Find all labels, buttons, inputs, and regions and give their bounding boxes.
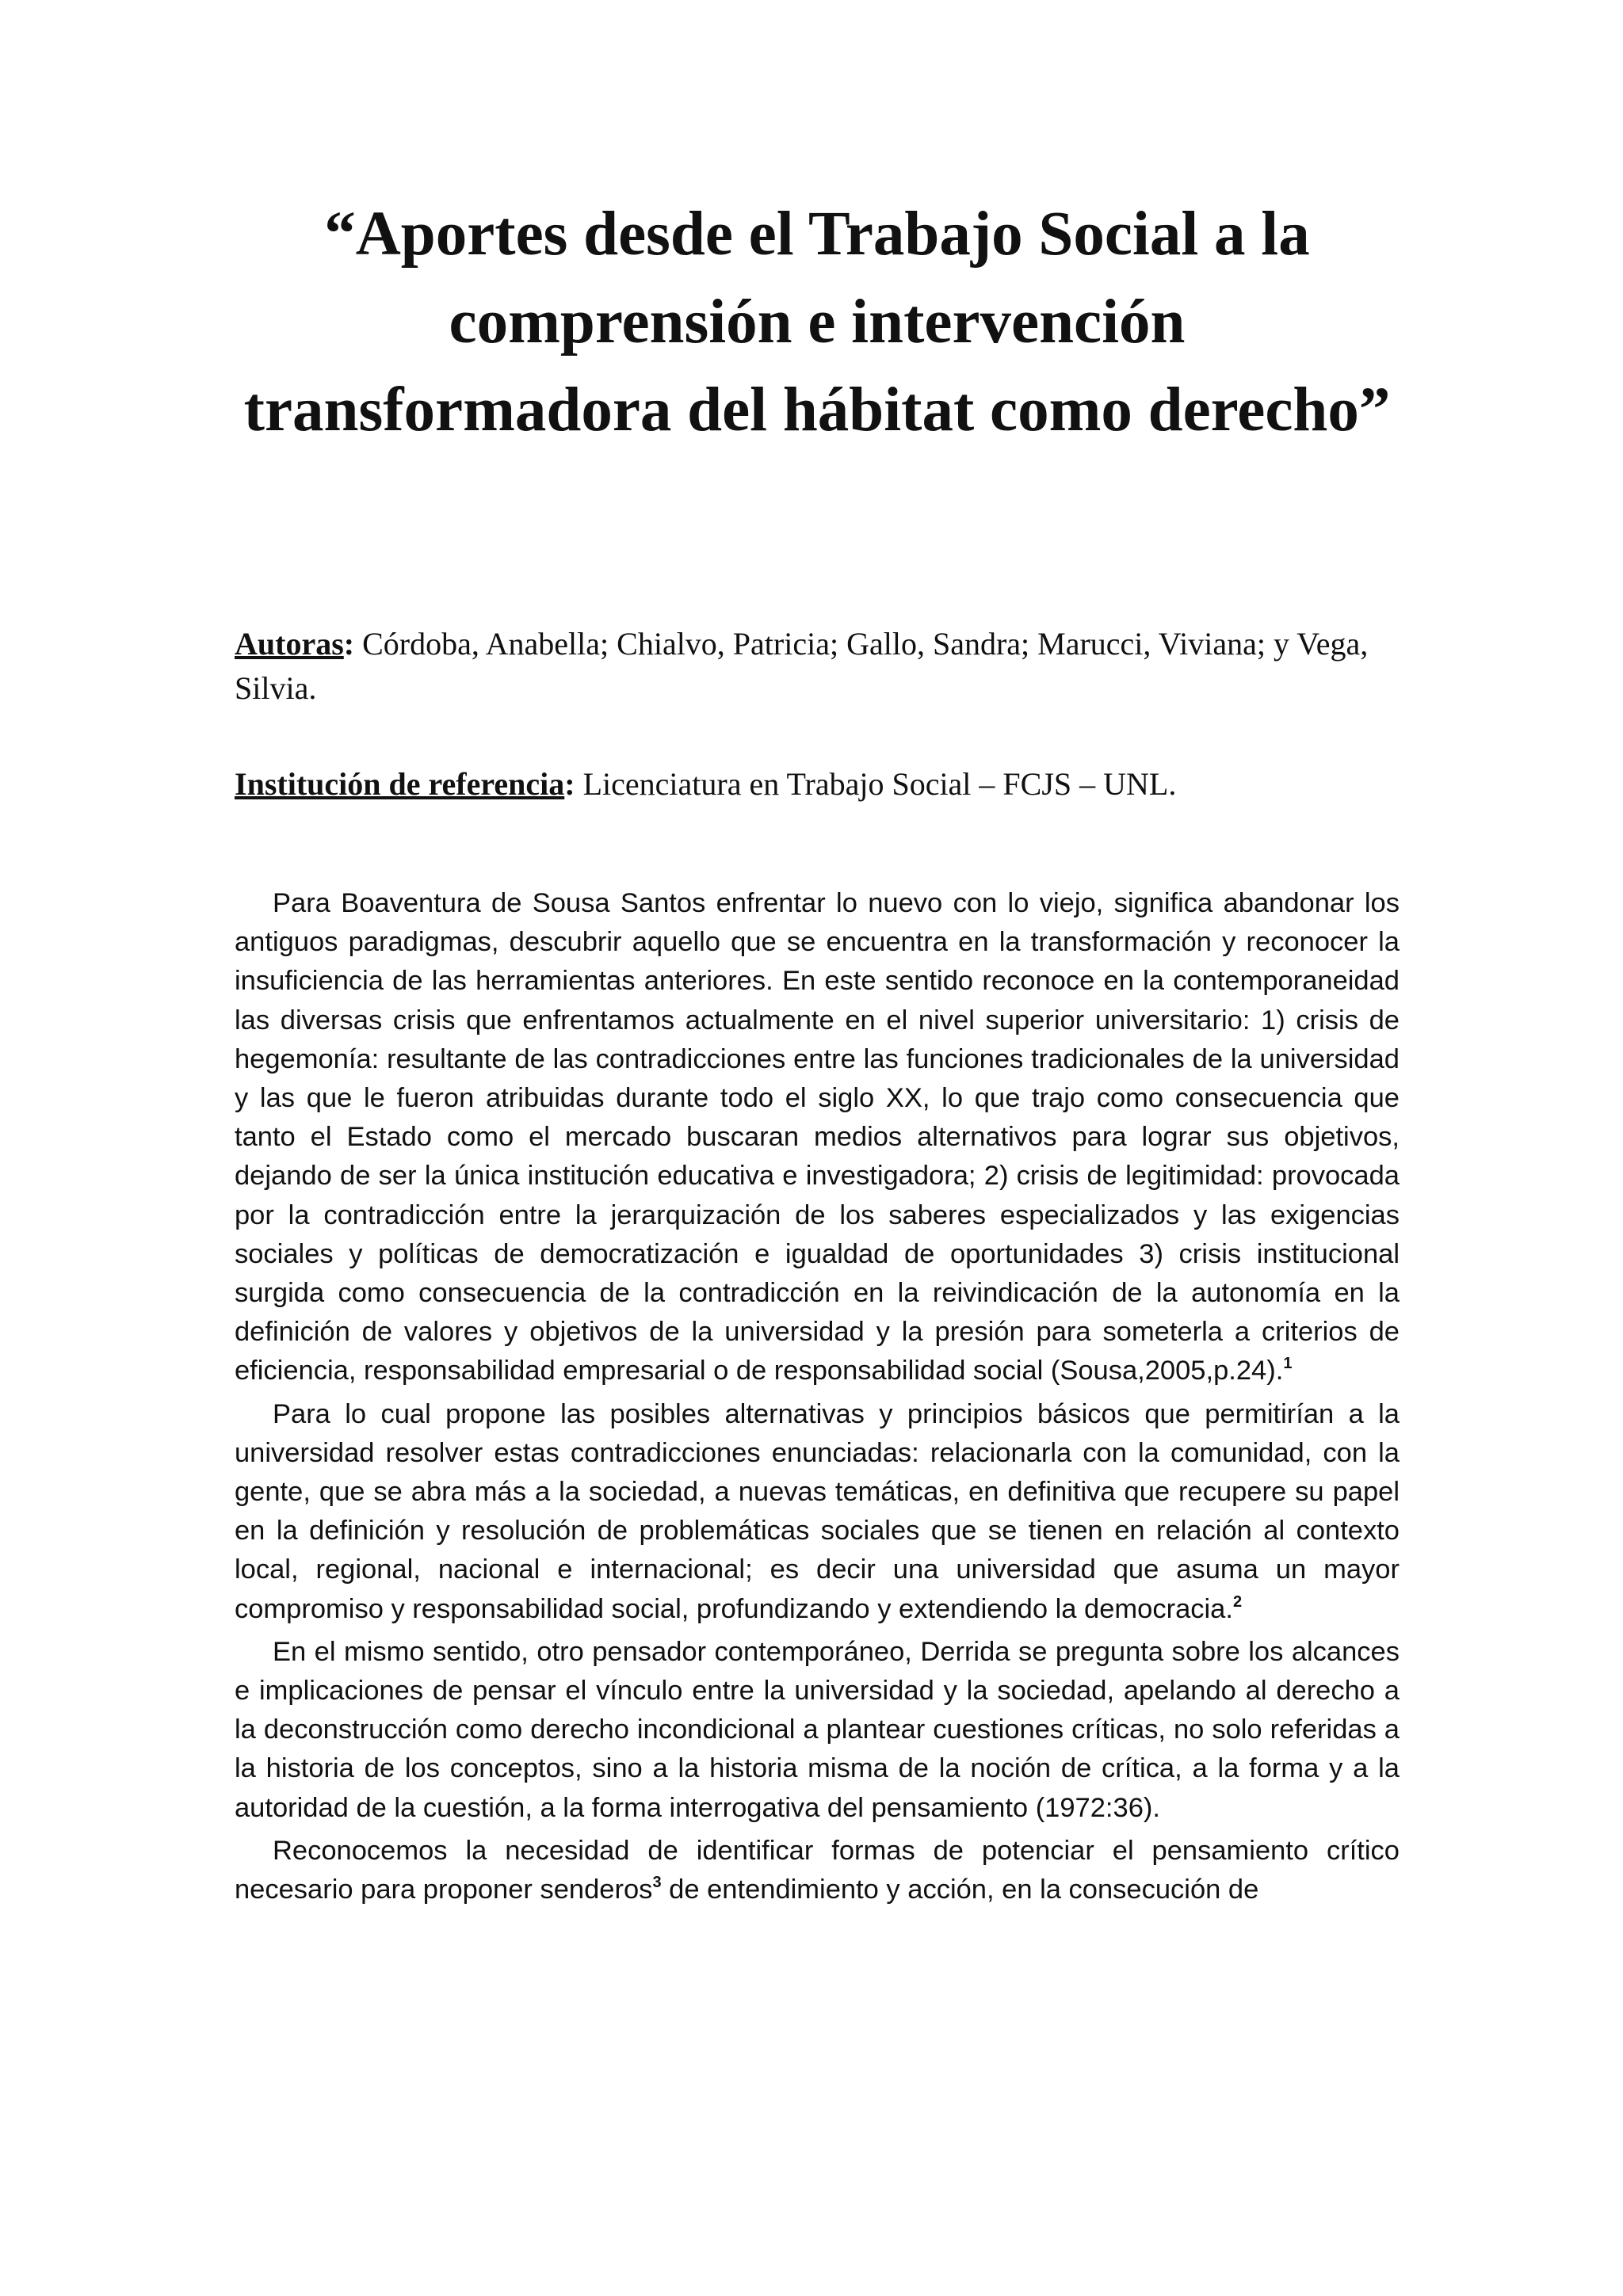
paragraph-text: Para Boaventura de Sousa Santos enfrentar lo nuevo con lo viejo, significa abandonar los antiguos paradigmas, descubrir aquello que se encuentra en la transformación y reconocer la insuficiencia de las herramientas anteriores. En este sentido reconoce en la contemporaneidad las diversas crisis que enfrentamos actualmente en el nivel superior universitario: 1) crisis de hegemonía: resultante de las contradicciones entre las funciones tradicionales de la universidad y las que le fueron atribuidas durante todo el siglo XX, lo que trajo como consecuencia que tanto el Estado como el mercado buscaran medios alternativos para lograr sus objetivos, dejando de ser la única institución educativa e investigadora; 2) crisis de legitimidad: provocada por la contradicción entre la jerarquización de los saberes especializados y las exigencias sociales y políticas de democratización e igualdad de oportunidades 3) crisis institucional surgida como consecuencia de la contradicción en la reivindicación de la autonomía en la definición de valores y objetivos de la universidad y la presión para someterla a criterios de eficiencia, responsabilidad empresarial o de responsabilidad social (Sousa,2005,p.24). bbox=[235, 888, 1400, 1386]
footnote-marker-3[interactable]: 3 bbox=[652, 1874, 662, 1892]
paragraph-text-continued: de entendimiento y acción, en la consecución de bbox=[661, 1875, 1259, 1905]
institution-label: Institución de referencia bbox=[235, 766, 565, 802]
document-title: “Aportes desde el Trabajo Social a la comprensión e intervención transformadora del hábitat como derecho” bbox=[243, 200, 1391, 444]
body-text bbox=[235, 884, 1400, 1909]
paragraph-text: Para lo cual propone las posibles alternativas y principios básicos que permitirían a la universidad resolver estas contradicciones enunciadas: relacionarla con la comunidad, con la gente, que se abra más a la sociedad, a nuevas temáticas, en definitiva que recupere su papel en la definición y resolución de problemáticas sociales que se tienen en relación al contexto local, regional, nacional e internacional; es decir una universidad que asuma un mayor compromiso y responsabilidad social, profundizando y extendiendo la democracia. bbox=[235, 1398, 1400, 1624]
footnote-marker-2[interactable]: 2 bbox=[1232, 1592, 1243, 1611]
paragraph-text: En el mismo sentido, otro pensador contemporáneo, Derrida se pregunta sobre los alcances e implicaciones de pensar el vínculo entre la universidad y la sociedad, apelando al derecho a la deconstrucción como derecho incondicional a plantear cuestiones críticas, no solo referidas a la historia de los conceptos, sino a la historia misma de la noción de crítica, a la forma y a la autoridad de la cuestión, a la forma interrogativa del pensamiento (1972:36). bbox=[235, 1636, 1400, 1823]
authors-label: Autoras bbox=[235, 626, 344, 662]
authors-value: Córdoba, Anabella; Chialvo, Patricia; Gallo, Sandra; Marucci, Viviana; y Vega, Silvia. bbox=[235, 626, 1369, 706]
paragraph-3 bbox=[235, 1633, 1400, 1828]
paragraph-4 bbox=[235, 1832, 1400, 1909]
paragraph-1 bbox=[235, 884, 1400, 1391]
paragraph-text: Reconocemos la necesidad de identificar formas de potenciar el pensamiento crítico necesario para proponer senderos bbox=[235, 1835, 1400, 1905]
authors-line: Autoras: Córdoba, Anabella; Chialvo, Patricia; Gallo, Sandra; Marucci, Viviana; y Vega, Silvia. bbox=[235, 626, 1369, 706]
document-page bbox=[235, 0, 1400, 2296]
footnote-marker-1[interactable]: 1 bbox=[1283, 1355, 1293, 1373]
institution-value: Licenciatura en Trabajo Social – FCJS – UNL. bbox=[582, 766, 1177, 802]
paragraph-2 bbox=[235, 1395, 1400, 1629]
institution-line: Institución de referencia: Licenciatura en Trabajo Social – FCJS – UNL. bbox=[235, 766, 1177, 802]
